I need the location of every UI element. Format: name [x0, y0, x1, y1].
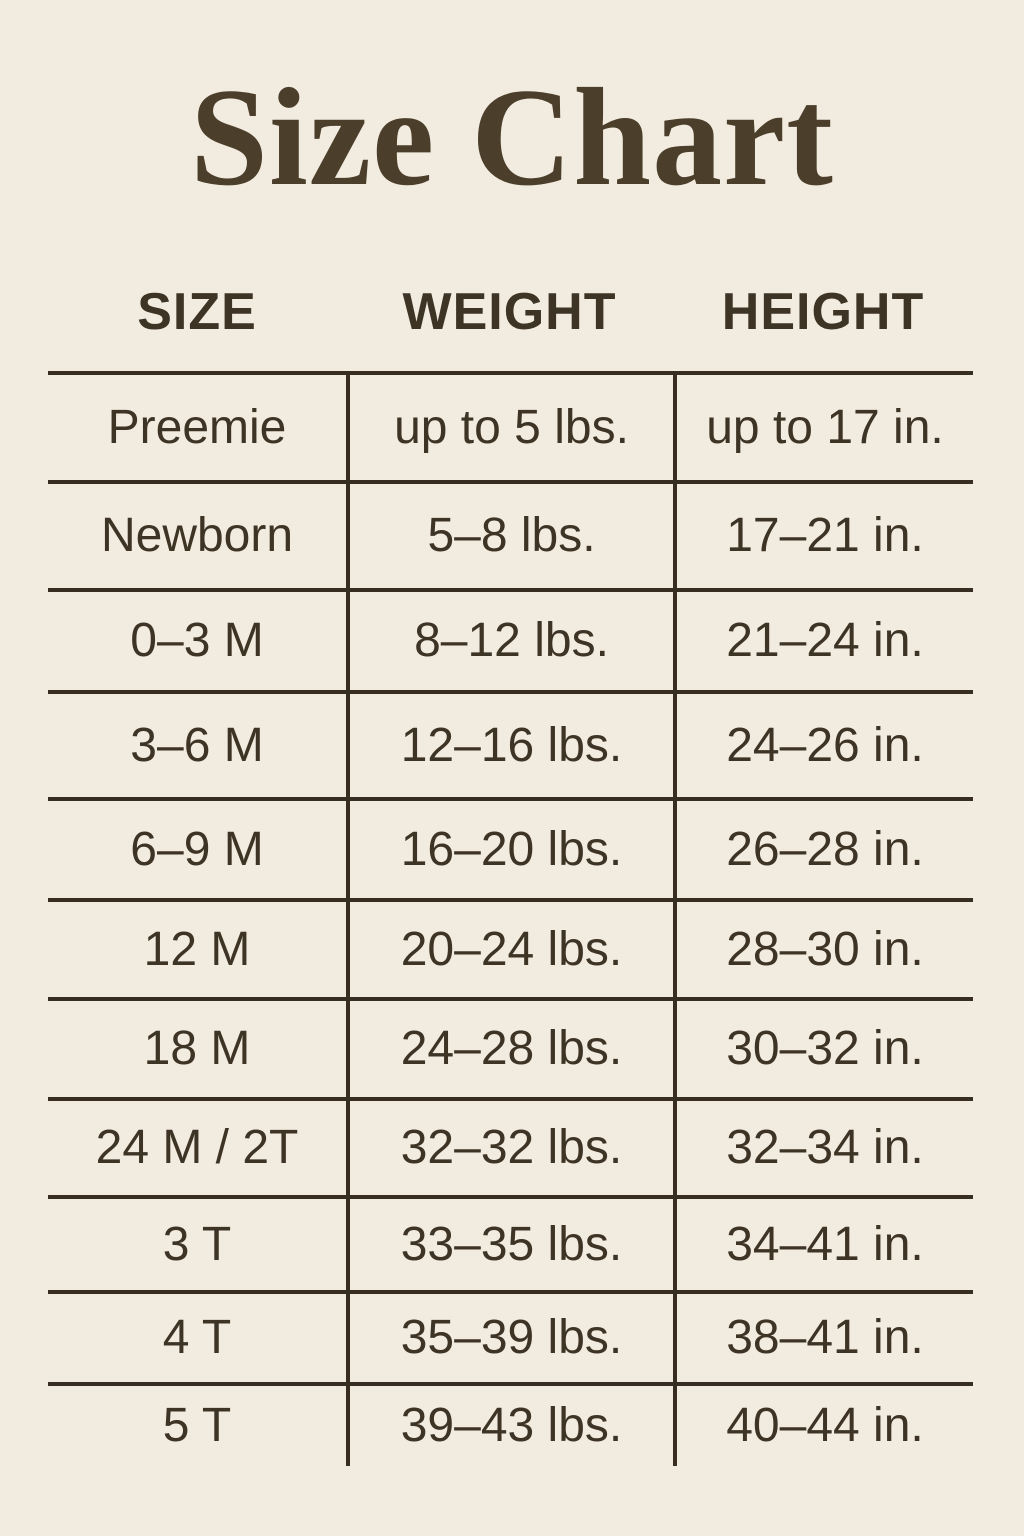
table-row	[48, 1290, 973, 1382]
height-cell: 38–41 in.	[673, 1294, 973, 1382]
size-cell: 3–6 M	[130, 718, 264, 772]
weight-cell: 5–8 lbs.	[346, 484, 673, 588]
table-header-row	[48, 282, 973, 340]
size-cell: 24 M / 2T	[95, 1121, 299, 1174]
weight-cell: 35–39 lbs.	[346, 1294, 673, 1382]
table-row	[48, 1195, 973, 1290]
size-cell: Preemie	[107, 400, 287, 454]
height-cell: 28–30 in.	[673, 902, 973, 997]
table-row	[48, 797, 973, 898]
table-row	[48, 898, 973, 997]
size-cell: Newborn	[100, 509, 294, 562]
size-cell: 6–9 M	[130, 822, 264, 876]
height-cell: 21–24 in.	[673, 592, 973, 690]
weight-cell: 20–24 lbs.	[346, 902, 673, 997]
size-cell: 12 M	[143, 922, 251, 976]
height-cell: 30–32 in.	[673, 1001, 973, 1097]
weight-cell: 39–43 lbs.	[346, 1386, 673, 1466]
height-cell: 32–34 in.	[673, 1101, 973, 1195]
weight-cell: 12–16 lbs.	[346, 694, 673, 797]
weight-cell: 24–28 lbs.	[346, 1001, 673, 1097]
table-row	[48, 1382, 973, 1466]
table-row	[48, 588, 973, 690]
table-row	[48, 371, 973, 480]
table-row	[48, 997, 973, 1097]
size-cell: 3 T	[162, 1217, 232, 1271]
weight-cell: up to 5 lbs.	[346, 375, 673, 480]
size-cell: 5 T	[162, 1399, 232, 1452]
weight-cell: 32–32 lbs.	[346, 1101, 673, 1195]
size-cell: 0–3 M	[130, 614, 264, 667]
size-cell: 18 M	[143, 1022, 251, 1075]
height-cell: 34–41 in.	[673, 1199, 973, 1290]
height-cell: 40–44 in.	[673, 1386, 973, 1466]
height-cell: 17–21 in.	[673, 484, 973, 588]
weight-cell: 33–35 lbs.	[346, 1199, 673, 1290]
weight-cell: 8–12 lbs.	[346, 592, 673, 690]
height-cell: 26–28 in.	[673, 801, 973, 898]
size-cell: 4 T	[162, 1311, 232, 1364]
size-table	[48, 371, 973, 1466]
column-header-size: SIZE	[137, 283, 257, 341]
table-row	[48, 1097, 973, 1195]
height-cell: up to 17 in.	[673, 375, 973, 480]
table-row	[48, 480, 973, 588]
column-header-weight: WEIGHT	[402, 283, 617, 341]
table-row	[48, 690, 973, 797]
height-cell: 24–26 in.	[673, 694, 973, 797]
column-header-height: HEIGHT	[721, 283, 925, 341]
weight-cell: 16–20 lbs.	[346, 801, 673, 898]
page-title: Size Chart	[190, 59, 834, 215]
